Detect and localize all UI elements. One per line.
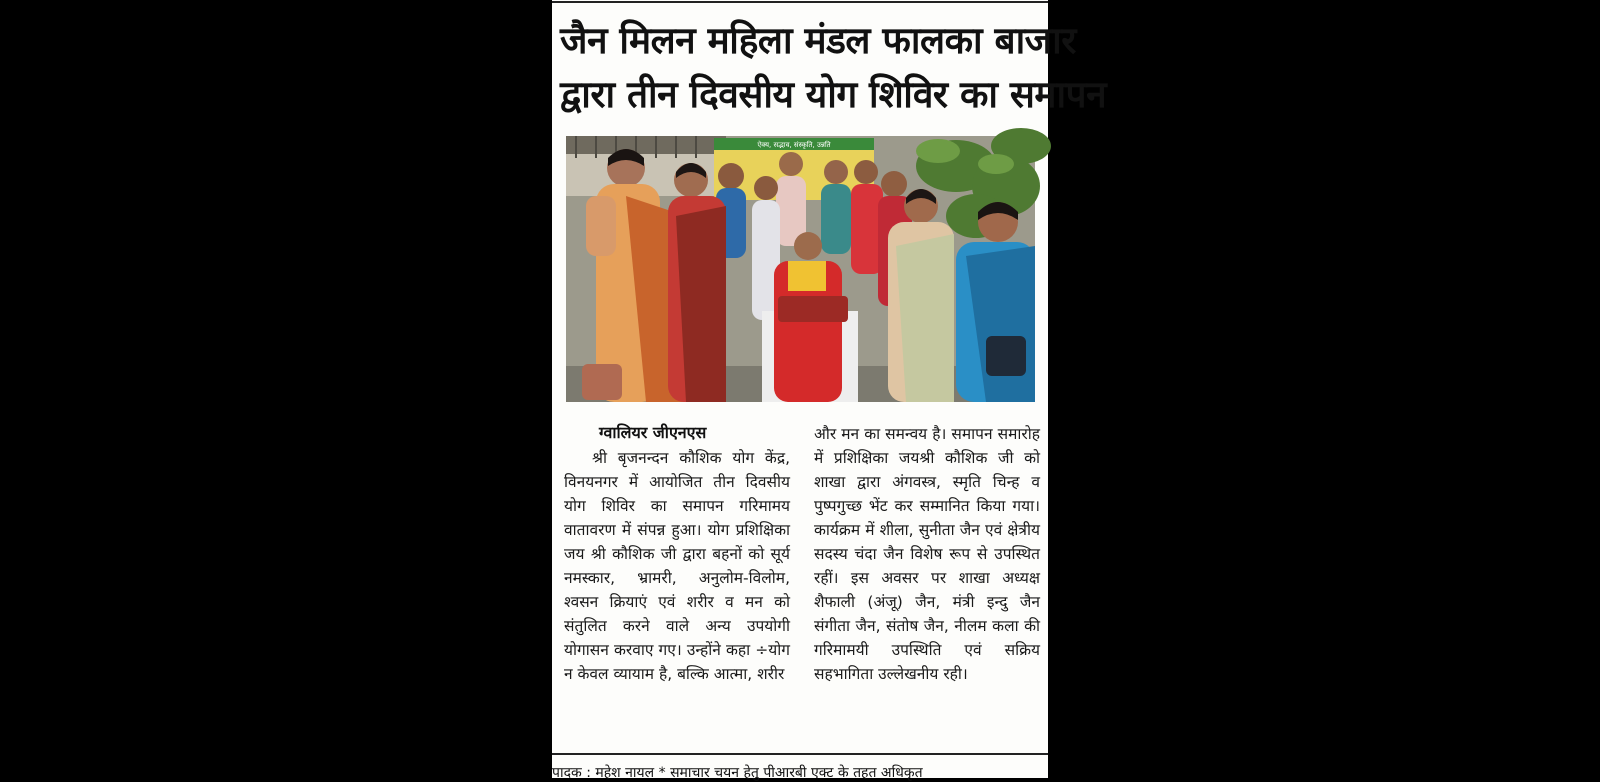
byline: ग्वालियर जीएनएस [599, 423, 707, 442]
article-column-right: और मन का समन्वय है। समापन समारोह में प्रशिक्षिका जयश्री कौशिक जी को शाखा द्वारा अंगवस्त्र, स्मृति चिन्ह व पुष्पगुच्छ भेंट कर सम्मानित किया गया। कार्यक्रम में शीला, सुनीता जैन एवं क्षेत्रीय सदस्य चंदा जैन विशेष रूप से उपस्थित रहीं। इस अवसर पर शाखा अध्यक्ष शैफाली (अंजू) जैन, मंत्री इन्दु जैन संगीता जैन, संतोष जैन, नीलम कला की गरिमामयी उपस्थिति एवं सक्रिय सहभागिता उल्लेखनीय रही। [814, 425, 1040, 683]
article-column-left: श्री बृजनन्दन कौशिक योग केंद्र, विनयनगर में आयोजित तीन दिवसीय योग शिविर का समापन गरिमामय वातावरण में संपन्न हुआ। योग प्रशिक्षिका जय श्री कौशिक जी द्वारा बहनों को सूर्य नमस्कार, भ्रामरी, अनुलोम-विलोम, श्वसन क्रियाएं एवं शरीर व मन को संतुलित करने वाले अन्य उपयोगी योगासन करवाए गए। उन्होंने कहा ÷योग न केवल व्यायाम है, बल्कि आत्मा, शरीर [564, 449, 790, 683]
footer-fragment: पादक : महेश नायल * समाचार चयन हेतु पीआरबी एक्ट के तहत अधिकृत [552, 765, 923, 781]
headline-line-2: द्वारा तीन दिवसीय योग शिविर का समापन [560, 73, 1107, 116]
newspaper-clipping [552, 0, 1107, 781]
headline-line-1: जैन मिलन महिला मंडल फालका बाजार [560, 19, 1076, 62]
bottom-rule [552, 753, 1048, 755]
top-rule [552, 1, 1048, 3]
banner-text: ऐक्य, सद्भाव, संस्कृति, उन्नति [757, 141, 831, 149]
group-photo [566, 136, 1035, 402]
headline [560, 14, 1107, 122]
